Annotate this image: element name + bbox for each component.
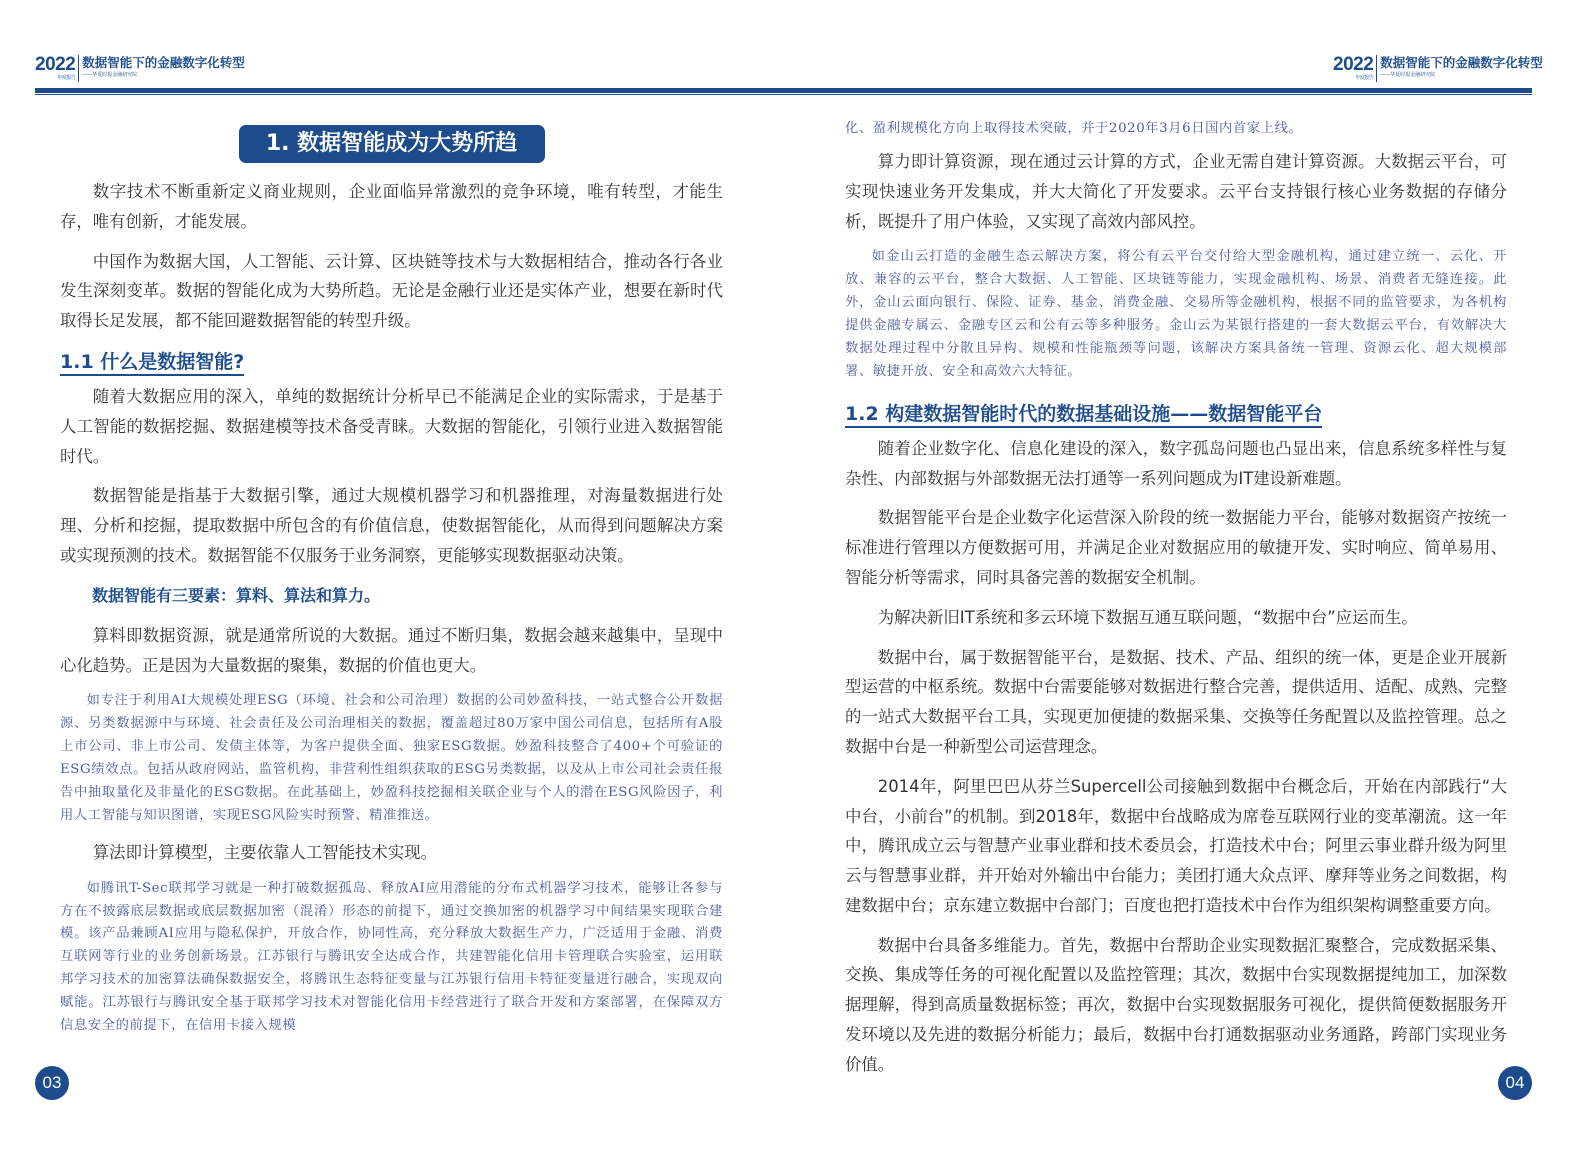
- paragraph: 2014年，阿里巴巴从芬兰Supercell公司接触到数据中台概念后，开始在内部践行“大中台，小前台”的机制。到2018年，数据中台战略成为席卷互联网行业的变革潮流。这一年中，腾讯成立云与智慧产业事业群和技术委员会，打造技术中台；阿里云事业群升级为阿里云与智慧事业群，并开始对外输出中台能力；美团打通大众点评、摩拜等业务之间数据，构建数据中台；京东建立数据中台部门；百度也把打造技术中台作为组织架构调整重要方向。: [845, 776, 1507, 915]
- case-study: 如金山云打造的金融生态云解决方案，将公有云平台交付给大型金融机构，通过建立统一、云化、开放、兼容的云平台，整合大数据、人工智能、区块链等能力，实现金融机构、场景、消费者无缝连接。此外，金山云面向银行、保险、证券、基金、消费金融、交易所等金融机构，根据不同的监管要求，为各机构提供金融专属云、金融专区云和公有云等多种服务。金山云为某银行搭建的一套大数据云平台，有效解决大数据处理过程中分散且异构、规模和性能瓶颈等问题，该解决方案具备统一管理、资源云化、超大规模部署、敏捷开放、安全和高效六大特征。: [845, 249, 1507, 379]
- year-text: 2022: [1333, 54, 1374, 75]
- case-study: 如专注于利用AI大规模处理ESG（环境、社会和公司治理）数据的公司妙盈科技，一站式整合公开数据源、另类数据源中与环境、社会责任及公司治理相关的数据，覆盖超过80万家中国公司信息，包括所有A股上市公司、非上市公司、发债主体等，为客户提供全面、独家ESG数据。妙盈科技整合了400+个可验证的ESG绩效点。包括从政府网站，监管机构，非营利性组织获取的ESG另类数据，以及从上市公司社会责任报告中抽取量化及非量化的ESG数据。在此基础上，妙盈科技挖掘相关联企业与个人的潜在ESG风险因子，利用人工智能与知识图谱，实现ESG风险实时预警、精准推送。: [60, 693, 723, 823]
- section-title: 1. 数据智能成为大势所趋: [239, 125, 545, 163]
- logo-year: [35, 55, 79, 82]
- paragraph: 数据中台，属于数据智能平台，是数据、技术、产品、组织的统一体，更是企业开展新型运营的中枢系统。数据中台需要能够对数据进行整合完善，提供适用、适配、成熟、完整的一站式大数据平台工具，实现更加便捷的数据采集、交换等任务配置以及监控管理。总之数据中台是一种新型公司运营理念。: [845, 647, 1507, 756]
- left-page-column: [60, 120, 723, 1055]
- report-subtitle: ——华夏时报金融研究院: [1380, 72, 1436, 78]
- paragraph: 为解决新旧IT系统和多云环境下数据互通互联问题，“数据中台”应运而生。: [877, 607, 1418, 627]
- year-text: 2022: [35, 54, 76, 75]
- paragraph: 随着企业数字化、信息化建设的深入，数字孤岛问题也凸显出来，信息系统多样性与复杂性、内部数据与外部数据无法打通等一系列问题成为IT建设新难题。: [845, 438, 1507, 488]
- report-title: 数据智能下的金融数字化转型: [1380, 55, 1543, 70]
- paragraph: 随着大数据应用的深入，单纯的数据统计分析早已不能满足企业的实际需求，于是基于人工智能的数据挖掘、数据建模等技术备受青睐。大数据的智能化，引领行业进入数据智能时代。: [60, 386, 723, 466]
- key-point: 数据智能有三要素：算料、算法和算力。: [92, 585, 381, 605]
- paragraph: 数字技术不断重新定义商业规则，企业面临异常激烈的竞争环境，唯有转型，才能生存，唯有创新，才能发展。: [60, 182, 723, 231]
- year-subtext: 年度报告: [1355, 75, 1374, 81]
- report-subtitle: ——华夏时报金融研究院: [82, 72, 138, 78]
- header-rule-thin: [35, 94, 1532, 95]
- page-number-left: 03: [35, 1066, 69, 1100]
- header-rule: [35, 88, 1532, 93]
- paragraph: 数据智能平台是企业数字化运营深入阶段的统一数据能力平台，能够对数据资产按统一标准进行管理以方便数据可用，并满足企业对数据应用的敏捷开发、实时响应、简单易用、智能分析等需求，同时具备完善的数据安全机制。: [845, 508, 1507, 587]
- page-number-right: 04: [1498, 1066, 1532, 1100]
- paragraph: 数据智能是指基于大数据引擎，通过大规模机器学习和机器推理，对海量数据进行处理、分析和挖掘，提取数据中所包含的有价值信息，使数据智能化，从而得到问题解决方案或实现预测的技术。数据智能不仅服务于业务洞察，更能够实现数据驱动决策。: [60, 486, 723, 565]
- year-subtext: 年度报告: [57, 75, 76, 81]
- paragraph: 算料即数据资源，就是通常所说的大数据。通过不断归集，数据会越来越集中，呈现中心化趋势。正是因为大量数据的聚集，数据的价值也更大。: [60, 625, 723, 675]
- paragraph: 算力即计算资源，现在通过云计算的方式，企业无需自建计算资源。大数据云平台，可实现快速业务开发集成，并大大简化了开发要求。云平台支持银行核心业务数据的存储分析，既提升了用户体验，又实现了高效内部风控。: [845, 151, 1507, 231]
- header-logo-right: [1333, 55, 1543, 82]
- paragraph: 数据中台具备多维能力。首先，数据中台帮助企业实现数据汇聚整合，完成数据采集、交换、集成等任务的可视化配置以及监控管理；其次，数据中台实现数据提纯加工，加深数据理解，得到高质量数据标签；再次，数据中台实现数据服务可视化，提供简便数据服务开发环境以及先进的数据分析能力；最后，数据中台打通数据驱动业务通路，跨部门实现业务价值。: [845, 935, 1507, 1074]
- subsection-heading: 1.1 什么是数据智能?: [60, 350, 244, 376]
- case-study: 如腾讯T-Sec联邦学习就是一种打破数据孤岛、释放AI应用潜能的分布式机器学习技术，能够让各参与方在不披露底层数据或底层数据加密（混淆）形态的前提下，通过交换加密的机器学习中间结果实现联合建模。该产品兼顾AI应用与隐私保护，开放合作，协同性高，充分释放大数据生产力，广泛适用于金融、消费互联网等行业的业务创新场景。江苏银行与腾讯安全达成合作，共建智能化信用卡管理联合实验室，运用联邦学习技术的加密算法确保数据安全，将腾讯生态特征变量与江苏银行信用卡特征变量进行融合，实现双向赋能。江苏银行与腾讯安全基于联邦学习技术对智能化信用卡经营进行了联合开发和方案部署，在保障双方信息安全的前提下，在信用卡接入规模: [60, 880, 723, 1034]
- report-title: 数据智能下的金融数字化转型: [82, 55, 245, 70]
- paragraph: 中国作为数据大国，人工智能、云计算、区块链等技术与大数据相结合，推动各行各业发生深刻变革。数据的智能化成为大势所趋。无论是金融行业还是实体产业，想要在新时代取得长足发展，都不能回避数据智能的转型升级。: [60, 251, 723, 331]
- paragraph: 算法即计算模型，主要依靠人工智能技术实现。: [92, 842, 437, 862]
- case-study-continued: 化、盈利规模化方向上取得技术突破，并于2020年3月6日国内首家上线。: [845, 121, 1303, 136]
- header-logo-left: [35, 55, 245, 82]
- subsection-heading: 1.2 构建数据智能时代的数据基础设施——数据智能平台: [845, 402, 1322, 428]
- right-page-column: [845, 118, 1507, 1074]
